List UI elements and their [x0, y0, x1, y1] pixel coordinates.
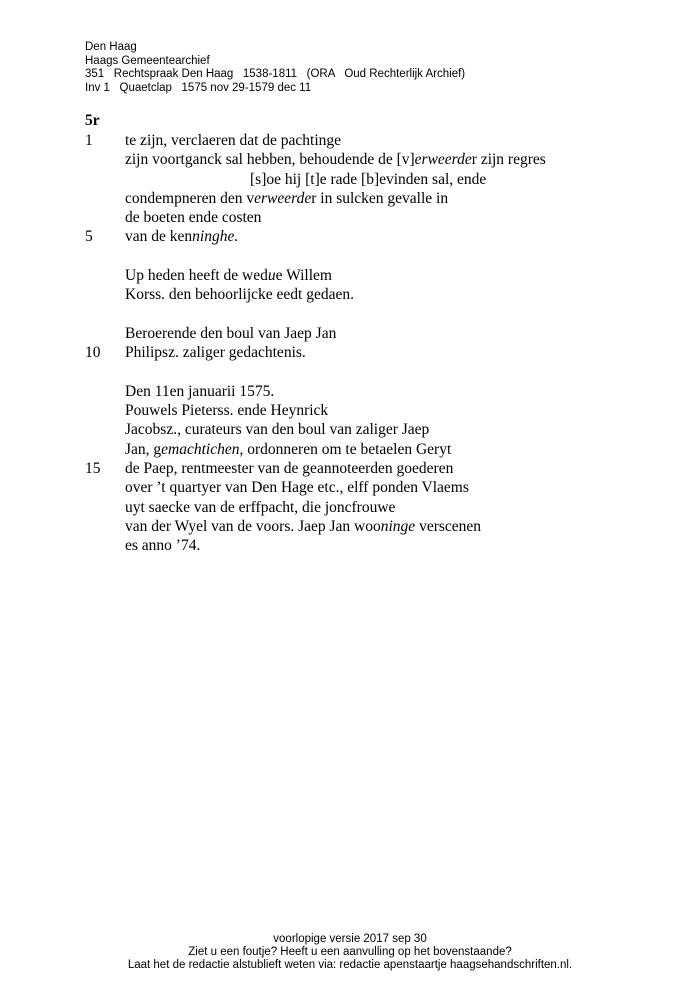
transcription-line — [85, 498, 645, 517]
transcription-line — [85, 150, 645, 169]
header-archive: Haags Gemeentearchief — [85, 54, 210, 67]
line-number: 1 — [85, 132, 93, 149]
text-segment: , ordonneren om te betaelen Geryt — [239, 440, 452, 458]
text-segment: verscenen — [415, 517, 482, 535]
footer-version: voorlopige versie 2017 sep 30 — [273, 933, 427, 945]
line-text — [125, 189, 448, 208]
transcription-line — [85, 285, 645, 304]
line-text — [125, 150, 546, 169]
text-segment: condempneren den v — [125, 189, 255, 207]
text-segment: Korss. den behoorlijcke eedt gedaen. — [125, 286, 354, 304]
transcription-line — [85, 517, 645, 536]
text-segment: over ’t quartyer van Den Hage etc., elff ponden Vlaems — [125, 479, 469, 497]
line-number: 15 — [85, 460, 101, 478]
text-segment: e Willem — [275, 267, 332, 285]
text-segment: uyt saecke van de erffpacht, die joncfrouwe — [125, 498, 396, 516]
line-text — [125, 478, 469, 497]
transcription-line — [85, 227, 645, 246]
line-text — [125, 343, 306, 362]
transcription-line — [85, 401, 645, 420]
line-text — [125, 324, 336, 343]
line-text — [125, 208, 261, 227]
text-segment: Jacobsz., curateurs van den boul van zaliger Jaep — [125, 421, 430, 439]
header-collection: 351 Rechtspraak Den Haag 1538-1811 (ORA Oud Rechterlijk Archief) — [85, 68, 466, 80]
expanded-abbreviation: u — [267, 267, 276, 285]
text-segment: [s]oe hij [t]e rade [b]evinden sal, ende — [250, 170, 487, 188]
expanded-abbreviation: emachtichen — [161, 440, 240, 458]
transcription-line — [85, 459, 645, 478]
transcription-line — [85, 536, 645, 555]
text-segment: van de ken — [125, 228, 193, 246]
text-segment: es anno ’74. — [125, 537, 201, 555]
text-segment: de Paep, rentmeester van de geannoteerden goederen — [125, 460, 454, 478]
transcription-line — [85, 131, 645, 150]
transcription-line — [85, 170, 645, 189]
line-text — [125, 420, 429, 439]
text-segment: Jan, g — [125, 440, 162, 458]
footer-contact: Laat het de redactie alstublieft weten via: redactie apenstaartje haagsehandschriften.nl. — [127, 959, 573, 971]
text-segment: de boeten ende costen — [125, 209, 262, 227]
transcription-text — [85, 131, 645, 556]
line-text — [125, 131, 341, 150]
line-text — [125, 498, 395, 517]
text-segment: Up heden heeft de wed — [125, 267, 268, 285]
line-text — [125, 401, 328, 420]
transcription-line — [85, 440, 645, 459]
expanded-abbreviation: ninge — [380, 517, 416, 535]
line-text — [125, 227, 238, 246]
line-text — [125, 536, 200, 555]
folio-label: 5r — [85, 112, 100, 129]
text-segment: r in sulcken gevalle in — [311, 189, 449, 207]
text-segment: van der Wyel van de voors. Jaep Jan woo — [125, 517, 381, 535]
blank-line — [85, 247, 645, 266]
transcription-line — [85, 189, 645, 208]
text-segment: Philipsz. zaliger gedachtenis. — [125, 344, 306, 362]
text-segment: te zijn, verclaeren dat de pachtinge — [125, 132, 342, 149]
transcription-line — [85, 382, 645, 401]
expanded-abbreviation: ninghe. — [192, 228, 239, 246]
document-header — [85, 41, 465, 95]
text-segment: Beroerende den boul van Jaep Jan — [125, 324, 337, 342]
text-segment: Pouwels Pieterss. ende Heynrick — [125, 402, 329, 420]
transcription-line — [85, 324, 645, 343]
document-footer — [0, 933, 700, 972]
line-text — [125, 266, 332, 285]
text-segment: Den 11en januarii 1575. — [125, 382, 275, 400]
line-number: 5 — [85, 228, 93, 246]
header-city: Den Haag — [85, 41, 137, 53]
line-text — [125, 459, 453, 478]
line-number: 10 — [85, 344, 101, 362]
line-text — [250, 170, 486, 189]
blank-line — [85, 363, 645, 382]
line-text — [125, 440, 451, 459]
transcription-line — [85, 478, 645, 497]
line-text — [125, 517, 481, 536]
transcription-line — [85, 343, 645, 362]
transcription-line — [85, 208, 645, 227]
transcription-line — [85, 420, 645, 439]
line-text — [125, 285, 354, 304]
footer-question: Ziet u een foutje? Heeft u een aanvulling op het bovenstaande? — [188, 946, 512, 958]
expanded-abbreviation: erweerde — [414, 151, 472, 169]
transcription-line — [85, 266, 645, 285]
blank-line — [85, 305, 645, 324]
line-text — [125, 382, 274, 401]
header-inventory: Inv 1 Quaetclap 1575 nov 29-1579 dec 11 — [85, 81, 312, 94]
text-segment: r zijn regres — [471, 151, 546, 169]
expanded-abbreviation: erweerde — [254, 189, 312, 207]
text-segment: zijn voortganck sal hebben, behoudende de [v] — [125, 151, 415, 169]
